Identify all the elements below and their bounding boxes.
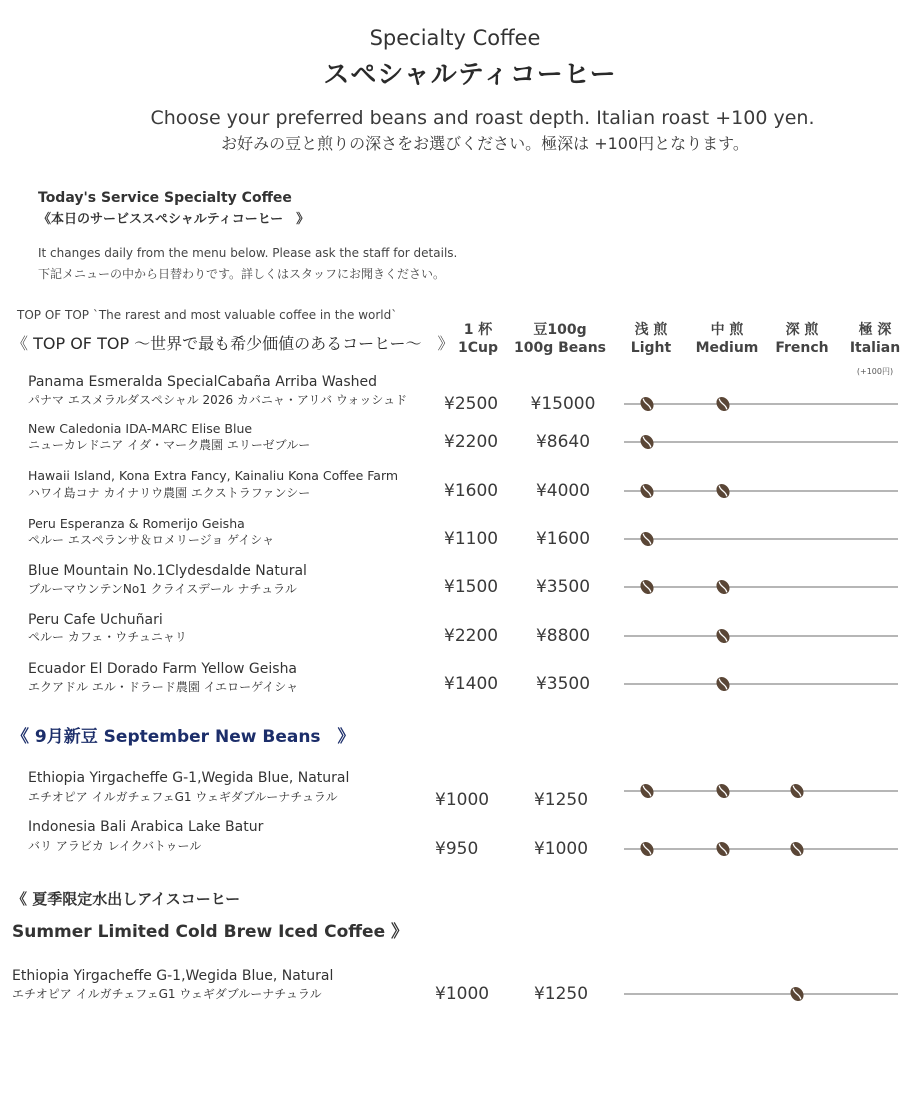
service-title-ja: 《本日のサービススペシャルティコーヒー 》 [38, 212, 310, 227]
coffee-bean-icon-light [638, 529, 656, 548]
item-name-ja: エチオピア イルガチェフェG1 ウェギダブルーナチュラル [28, 790, 338, 804]
item-name-en: Blue Mountain No.1Clydesdalde Natural [28, 563, 307, 579]
coffee-bean-icon-medium [714, 394, 732, 413]
coffee-bean-icon-medium [714, 674, 732, 693]
item-beans-price: ¥3500 [535, 577, 591, 597]
item-cup-price: ¥1000 [435, 790, 490, 810]
item-cup-price: ¥2200 [444, 626, 499, 646]
coffee-bean-icon-light [638, 577, 656, 596]
item-name-en: Peru Cafe Uchuñari [28, 612, 163, 628]
item-name-ja: ニューカレドニア イダ・マーク農園 エリーゼブルー [28, 438, 311, 452]
item-beans-price: ¥1250 [533, 984, 589, 1004]
item-name-ja: ブルーマウンテンNo1 クライスデール ナチュラル [28, 582, 297, 596]
item-cup-price: ¥1000 [435, 984, 490, 1004]
item-cup-price: ¥1100 [444, 529, 499, 549]
coffee-bean-icon-medium [714, 577, 732, 596]
top-section-title-ja: 《 TOP OF TOP 〜世界で最も希少価値のあるコーヒー〜 》 [12, 334, 454, 353]
col-cup-header [452, 321, 504, 357]
item-cup-price: ¥2200 [444, 432, 499, 452]
item-name-en: Hawaii Island, Kona Extra Fancy, Kainaliu Kona Coffee Farm [28, 468, 399, 483]
coffee-bean-icon-medium [714, 781, 732, 800]
summer-title-en: Summer Limited Cold Brew Iced Coffee 》 [12, 922, 409, 942]
col-italian-ja: 極 深 [858, 322, 892, 338]
col-beans-header [510, 321, 610, 357]
coffee-bean-icon-light [638, 839, 656, 858]
item-beans-price: ¥8800 [535, 626, 591, 646]
col-italian-en: Italian [849, 340, 901, 356]
top-section-title-en: TOP OF TOP `The rarest and most valuable coffee in the world` [17, 308, 398, 322]
item-name-ja: エチオピア イルガチェフェG1 ウェギダブルーナチュラル [12, 987, 322, 1001]
service-note-ja: 下記メニューの中から日替わりです。詳しくはスタッフにお聞きください。 [38, 267, 446, 281]
col-french-header [770, 321, 834, 357]
italian-surcharge-note: (+100円) [856, 367, 894, 376]
service-title-en: Today's Service Specialty Coffee [38, 190, 292, 206]
page-title-ja: スペシャルティコーヒー [323, 60, 617, 90]
item-name-ja: バリ アラビカ レイクバトゥール [28, 839, 202, 853]
col-medium-header [690, 321, 764, 357]
col-french-ja: 深 煎 [785, 322, 819, 338]
item-cup-price: ¥2500 [444, 394, 499, 414]
coffee-bean-icon-french [788, 781, 806, 800]
coffee-bean-icon-light [638, 781, 656, 800]
item-name-ja: ハワイ島コナ カイナリウ農園 エクストラファンシー [28, 486, 311, 500]
coffee-bean-icon-french [788, 984, 806, 1003]
item-name-en: Ecuador El Dorado Farm Yellow Geisha [28, 661, 298, 677]
item-name-ja: エクアドル エル・ドラード農園 イエローゲイシャ [28, 680, 299, 694]
item-beans-price: ¥1000 [533, 839, 589, 859]
item-beans-price: ¥4000 [535, 481, 591, 501]
col-medium-ja: 中 煎 [710, 322, 744, 338]
item-cup-price: ¥950 [435, 839, 479, 859]
item-name-en: New Caledonia IDA-MARC Elise Blue [28, 421, 253, 436]
coffee-bean-icon-medium [714, 481, 732, 500]
item-name-en: Panama Esmeralda SpecialCabaña Arriba Washed [28, 374, 378, 390]
coffee-bean-icon-light [638, 432, 656, 451]
col-beans-en: 100g Beans [513, 340, 607, 356]
subtitle-en: Choose your preferred beans and roast depth. Italian roast +100 yen. [150, 107, 815, 129]
item-name-ja: ペルー カフェ・ウチュニャリ [28, 630, 187, 644]
col-light-ja: 浅 煎 [634, 322, 668, 338]
col-french-en: French [775, 340, 829, 356]
item-cup-price: ¥1500 [444, 577, 499, 597]
col-cup-en: 1Cup [457, 340, 498, 356]
col-italian-header [844, 321, 906, 381]
subtitle-ja: お好みの豆と煎りの深さをお選びください。極深は +100円となります。 [221, 134, 749, 153]
item-name-en: Indonesia Bali Arabica Lake Batur [28, 819, 264, 835]
new-beans-title: 《 9月新豆 September New Beans 》 [12, 727, 355, 747]
service-note-en: It changes daily from the menu below. Please ask the staff for details. [38, 246, 458, 260]
item-beans-price: ¥8640 [535, 432, 591, 452]
col-medium-en: Medium [695, 340, 759, 356]
coffee-bean-icon-light [638, 394, 656, 413]
item-cup-price: ¥1600 [444, 481, 499, 501]
item-name-en: Peru Esperanza & Romerijo Geisha [28, 516, 245, 531]
page-title-en: Specialty Coffee [369, 26, 541, 50]
col-cup-ja: 1 杯 [463, 322, 493, 338]
item-beans-price: ¥1600 [535, 529, 591, 549]
summer-title-ja: 《 夏季限定水出しアイスコーヒー [12, 890, 241, 908]
coffee-bean-icon-medium [714, 626, 732, 645]
item-name-en: Ethiopia Yirgacheffe G-1,Wegida Blue, Natural [28, 770, 350, 786]
item-beans-price: ¥3500 [535, 674, 591, 694]
item-beans-price: ¥15000 [530, 394, 596, 414]
item-beans-price: ¥1250 [533, 790, 589, 810]
item-cup-price: ¥1400 [444, 674, 499, 694]
col-beans-ja: 豆100g [533, 322, 587, 338]
item-name-en: Ethiopia Yirgacheffe G-1,Wegida Blue, Natural [12, 968, 334, 984]
item-name-ja: ペルー エスペランサ＆ロメリージョ ゲイシャ [28, 533, 275, 547]
coffee-bean-icon-french [788, 839, 806, 858]
item-name-ja: パナマ エスメラルダスペシャル 2026 カバニャ・アリバ ウォッシュド [28, 393, 408, 407]
coffee-bean-icon-medium [714, 839, 732, 858]
coffee-bean-icon-light [638, 481, 656, 500]
col-light-header [620, 321, 682, 357]
col-light-en: Light [630, 340, 672, 356]
